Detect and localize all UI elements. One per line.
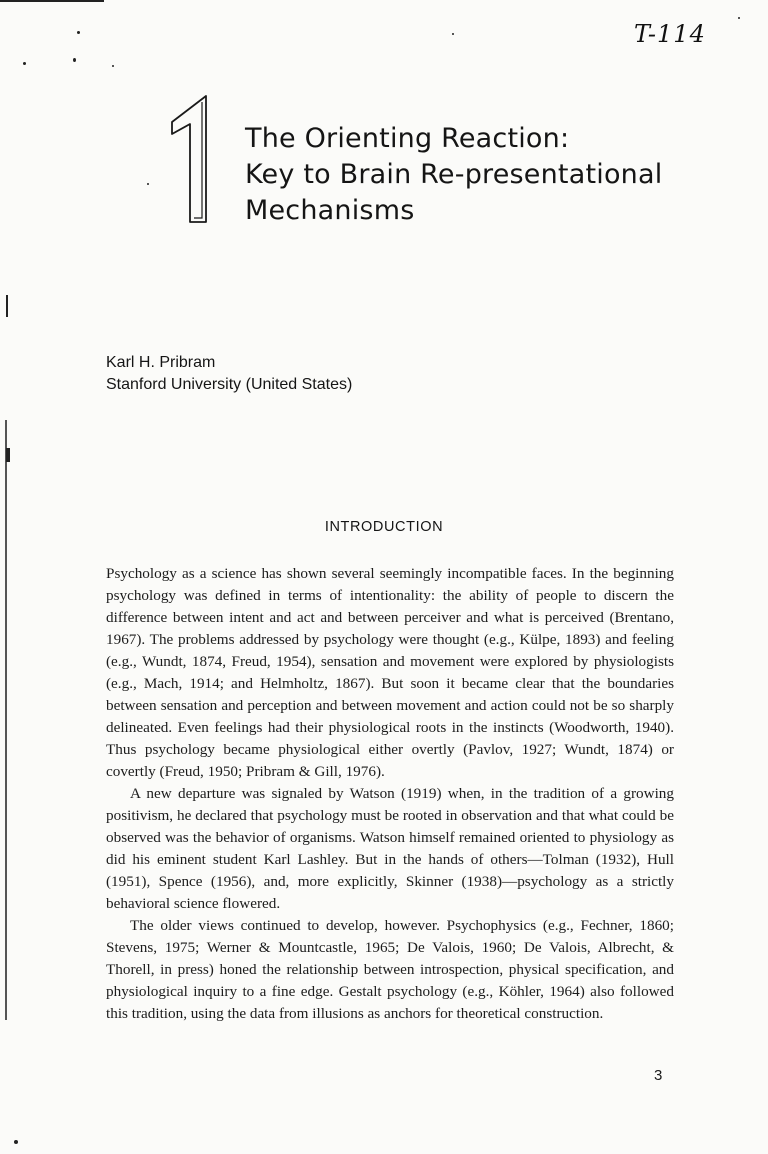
author-affiliation: Stanford University (United States): [106, 376, 353, 393]
section-heading: INTRODUCTION: [324, 519, 444, 535]
chapter-title-line: Key to Brain Re-presentational: [245, 159, 663, 190]
scan-artifact-top-line: [0, 0, 104, 2]
author-block: [106, 352, 352, 396]
paragraph: A new departure was signaled by Watson (1919) when, in the tradition of a growing positivism, he declared that psychology must be rooted in observation and that what could be observed was the behavior of organisms. Watson himself remained oriented to physiology as did his eminent student Karl Lashley. But in the hands of others—Tolman (1932), Hull (1951), Spence (1956), and, more explicitly, Skinner (1938)—psychology as a strictly behavioral science flowered.: [106, 785, 674, 912]
body-text: [106, 563, 674, 1025]
scan-speck: [452, 33, 454, 35]
scan-speck: [14, 1140, 18, 1144]
paragraph: The older views continued to develop, however. Psychophysics (e.g., Fechner, 1860; Stevens, 1975; Werner & Mountcastle, 1965; De Valois, 1960; De Valois, Albrecht, & Thorell, in press) honed the relationship between introspection, physical specification, and physiological inquiry to a fine edge. Gestalt psychology (e.g., Köhler, 1964) also followed this tradition, using the data from illusions as anchors for theoretical construction.: [106, 917, 674, 1022]
chapter-title-line: The Orienting Reaction:: [245, 123, 570, 154]
handwritten-reference-mark: T-114: [634, 20, 706, 48]
scan-speck: [73, 58, 76, 62]
scan-speck: [738, 17, 740, 19]
scan-artifact-left-mark: [6, 295, 8, 317]
scan-artifact-left-tick: [6, 448, 10, 462]
paragraph: Psychology as a science has shown several seemingly incompatible faces. In the beginning psychology was defined in terms of intentionality: the ability of people to discern the difference between intent and act and between perceiver and what is perceived (Brentano, 1967). The problems addressed by psychology were thought (e.g., Külpe, 1893) and feeling (e.g., Wundt, 1874, Freud, 1954), sensation and movement were explored by physiologists (e.g., Mach, 1914; and Helmholtz, 1867). But soon it became clear that the boundaries between sensation and perception and between movement and action could not be so sharply delineated. Even feelings had their physiological roots in the instincts (Woodworth, 1940). Thus psychology became physiological either overtly (Pavlov, 1927; Wundt, 1874) or covertly (Freud, 1950; Pribram & Gill, 1976).: [106, 565, 674, 780]
chapter-number: [168, 94, 224, 231]
scan-speck: [23, 62, 26, 65]
chapter-number-glyph: [168, 94, 224, 226]
scan-speck: [112, 65, 114, 67]
chapter-title: [245, 121, 725, 229]
scan-speck: [77, 31, 80, 34]
scan-artifact-left-edge: [5, 420, 7, 1020]
author-name: Karl H. Pribram: [106, 354, 216, 371]
chapter-title-line: Mechanisms: [245, 195, 415, 226]
page-number: 3: [654, 1067, 663, 1084]
scan-speck: [147, 183, 149, 185]
